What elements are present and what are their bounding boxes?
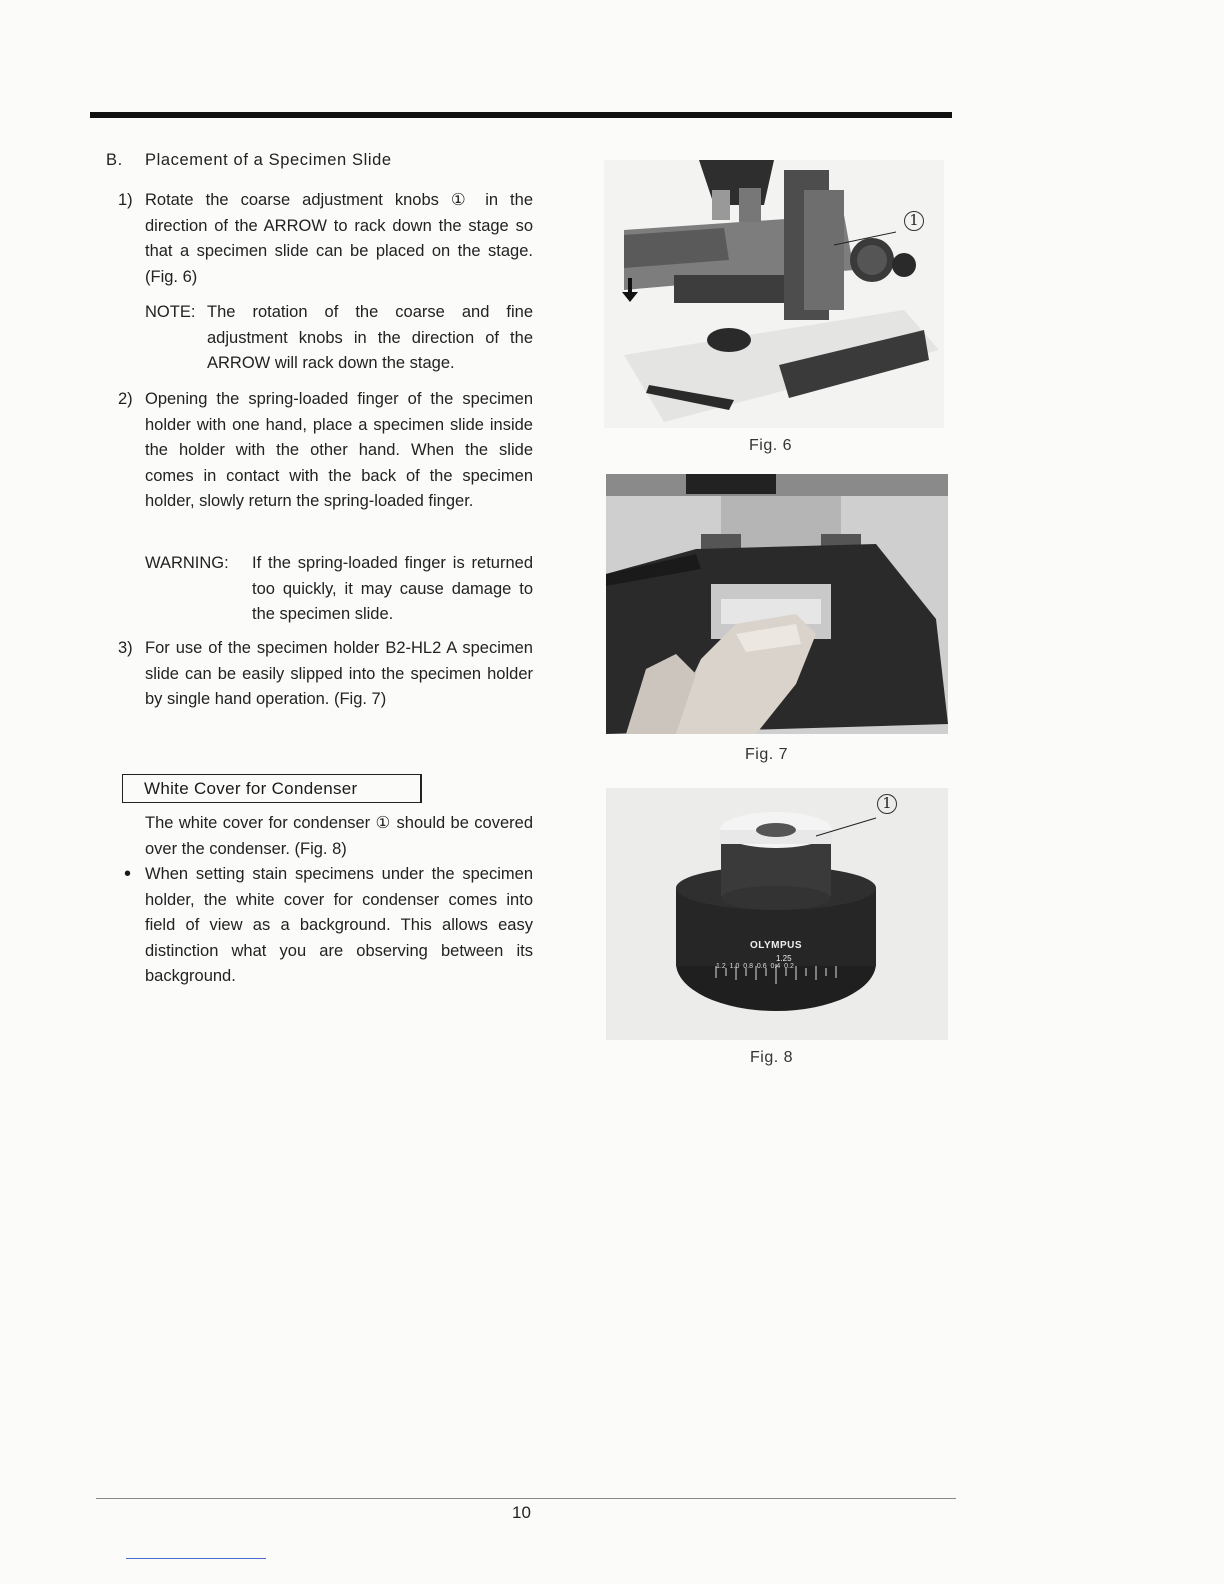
bullet-symbol: • xyxy=(124,863,132,885)
white-cover-paragraph: The white cover for condenser ① should be covered over the condenser. (Fig. 8) xyxy=(145,814,533,858)
white-cover-heading: White Cover for Condenser xyxy=(122,774,422,803)
section-letter: B. xyxy=(106,151,123,169)
top-rule xyxy=(90,112,952,118)
fig8-scale: 1.2 1.0 0.8 0.6 0.4 0.2 xyxy=(716,963,794,970)
step-number: 1) xyxy=(118,191,133,209)
fig7-caption: Fig. 7 xyxy=(745,746,789,763)
step-1 xyxy=(118,188,533,290)
fig6-caption: Fig. 6 xyxy=(749,437,793,454)
section-heading xyxy=(106,148,392,174)
step-text: For use of the specimen holder B2-HL2 A specimen slide can be easily slipped into the specimen holder by single hand operation. (Fig. 7) xyxy=(145,639,533,708)
condenser-illustration xyxy=(606,788,948,1040)
warning-text: If the spring-loaded finger is returned too quickly, it may cause damage to the specimen slide. xyxy=(252,554,533,623)
note-text: The rotation of the coarse and fine adjustment knobs in the direction of the ARROW will rack down the stage. xyxy=(207,303,533,372)
specimen-holder-illustration xyxy=(606,474,948,734)
step-text: Rotate the coarse adjustment knobs ① in the direction of the ARROW to rack down the stage so that a specimen slide can be placed on the stage. (Fig. 6) xyxy=(145,191,533,286)
warning xyxy=(145,551,533,628)
fig8-brand: OLYMPUS xyxy=(750,940,803,951)
page-number: 10 xyxy=(512,1503,531,1522)
microscope-stage-illustration xyxy=(604,160,944,428)
fig8-na: 1.25 xyxy=(776,954,792,963)
fig8-caption: Fig. 8 xyxy=(750,1049,794,1066)
fig7-photo xyxy=(606,474,948,734)
white-cover-bullet-text: When setting stain specimens under the specimen holder, the white cover for condenser comes into field of view as a background. This allows easy distinction what you are observing between its background. xyxy=(145,865,533,985)
fig6-photo xyxy=(604,160,944,428)
note xyxy=(145,300,533,377)
fig8-callout-1: 1 xyxy=(877,794,897,814)
blue-underline xyxy=(126,1558,266,1559)
step-3 xyxy=(118,636,533,713)
bottom-rule xyxy=(96,1498,956,1499)
warning-label: WARNING: xyxy=(145,554,229,572)
fig8-photo xyxy=(606,788,948,1040)
step-text: Opening the spring-loaded finger of the specimen holder with one hand, place a specimen slide inside the holder with the other hand. When the slide comes in contact with the back of the specimen holder, slowly return the spring-loaded finger. xyxy=(145,390,533,510)
step-number: 3) xyxy=(118,639,133,657)
note-label: NOTE: xyxy=(145,303,196,321)
step-number: 2) xyxy=(118,390,133,408)
section-title: Placement of a Specimen Slide xyxy=(145,151,392,169)
step-2 xyxy=(118,387,533,515)
fig6-callout-1: 1 xyxy=(904,211,924,231)
